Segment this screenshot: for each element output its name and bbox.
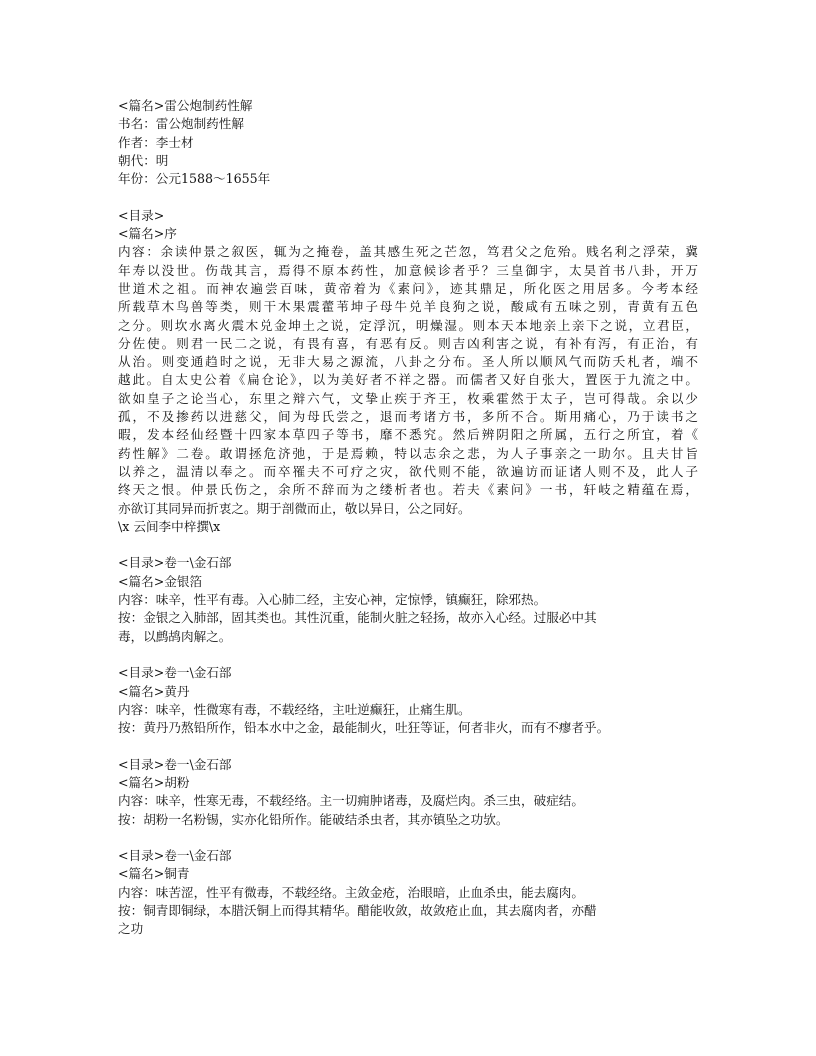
section-pian-ming: <篇名>胡粉 [118, 774, 190, 790]
section-pian-ming: <篇名>金银箔 [118, 573, 203, 589]
preface-line: 终天之恨。仲景氏伤之，余所不辞而为之缕析者也。若夫《素问》一书，轩岐之精蕴在焉， [118, 482, 698, 498]
preface-line: 所载草木鸟兽等类，则干木果震藿苇坤子母牛兑羊良狗之说，酸咸有五味之别，青黄有五色 [118, 299, 698, 315]
spacer [118, 188, 698, 206]
section-pian-ming: <篇名>铜青 [118, 866, 190, 882]
preface-line: 从治。则变通趋时之说，无非大易之源流，八卦之分布。圣人所以顺风气而防夭札者，端不 [118, 354, 698, 370]
preface-line: 越此。自太史公着《扁仓论》，以为美好者不祥之器。而儒者又好自张大，置医于九流之中。 [118, 372, 698, 388]
section-mulu: <目录>卷一\金石部 [118, 555, 232, 571]
entry-line: 内容：味辛，性寒无毒，不载经络。主一切痈肿诸毒，及腐烂肉。杀三虫，破症结。 [118, 793, 584, 809]
preface-line: 年寿以没世。伤哉其言，焉得不原本药性，加意候诊者乎？三皇御宇，太昊首书八卦，开万 [118, 262, 698, 278]
entry-line: 内容：味苦涩，性平有微毒，不载经络。主敛金疮，治眼暗，止血杀虫，能去腐肉。 [118, 884, 584, 900]
entry-line: 之功 [118, 921, 144, 937]
entry-section [118, 554, 698, 645]
section-mulu: <目录>卷一\金石部 [118, 756, 232, 772]
preface-line: 亦欲订其同异而折衷之。期于剖微而止，敬以异日，公之同好。 [118, 500, 471, 516]
book-header [118, 97, 698, 188]
section-pian-ming: <篇名>黄丹 [118, 683, 190, 699]
header-zuo-zhe: 作者：李士材 [118, 134, 194, 150]
preface-section [118, 207, 698, 536]
header-nian-fen: 年份：公元1588～1655年 [118, 171, 271, 187]
spacer [118, 829, 698, 847]
preface-line: 之分。则坎水离火震木兑金坤土之说，定浮沉，明燥湿。则本天本地亲上亲下之说，立君臣， [118, 317, 698, 333]
spacer [118, 646, 698, 664]
entry-line: 按：金银之入肺部，固其类也。其性沉重，能制火脏之轻扬，故亦入心经。过服必中其 [118, 610, 597, 626]
entry-line: 毒，以鹧鸪肉解之。 [118, 628, 232, 644]
document-page [118, 97, 698, 939]
section-mulu: <目录> [118, 207, 165, 223]
entry-line: 按：胡粉一名粉锡，实亦化铅所作。能破结杀虫者，其亦镇坠之功欤。 [118, 811, 509, 827]
preface-line: 孤，不及掺药以进慈父，间为母氏尝之，退而考诸方书，多所不合。斯用痛心，乃于读书之 [118, 409, 698, 425]
entry-line: 内容：味辛，性微寒有毒，不载经络，主吐逆癫狂，止痛生肌。 [118, 701, 471, 717]
preface-signature: \x 云间李中梓撰\x [118, 518, 221, 534]
preface-line: 药性解》二卷。敢谓拯危济弛，于是焉赖，特以志余之悲，为人子事亲之一助尔。且夫甘旨 [118, 445, 698, 461]
entry-line: 按：黄丹乃熬铅所作，铅本水中之金，最能制火，吐狂等证，何者非火，而有不瘳者乎。 [118, 720, 610, 736]
header-pian-ming: <篇名>雷公炮制药性解 [118, 98, 253, 113]
preface-line: 内容：余读仲景之叙医，辄为之掩卷，盖其感生死之芒忽，笃君父之危殆。贱名利之浮荣，冀 [118, 244, 698, 260]
entry-line: 按：铜青即铜绿，本腊沃铜上而得其精华。醋能收敛，故敛疮止血，其去腐肉者，亦醋 [118, 903, 597, 919]
preface-line: 世道术之祖。而神农遍尝百味，黄帝着为《素问》，迹其鼎足，所化医之用居多。今考本经 [118, 280, 698, 296]
entry-section [118, 756, 698, 829]
section-pian-ming: <篇名>序 [118, 226, 177, 242]
section-mulu: <目录>卷一\金石部 [118, 848, 232, 864]
entry-section [118, 847, 698, 938]
preface-line: 分佐使。则君一民二之说，有畏有喜，有恶有反。则吉凶利害之说，有补有泻，有正治，有 [118, 335, 698, 351]
spacer [118, 536, 698, 554]
entry-line: 内容：味辛，性平有毒。入心肺二经，主安心神，定惊悸，镇癫狂，除邪热。 [118, 592, 547, 608]
preface-line: 暇，发本经仙经暨十四家本草四子等书，靡不悉究。然后辨阴阳之所属，五行之所宜，着《 [118, 427, 698, 443]
header-shu-ming: 书名：雷公炮制药性解 [118, 116, 244, 132]
spacer [118, 737, 698, 755]
preface-line: 以养之，温清以奉之。而卒罹夫不可疗之灾，欲代则不能，欲遍访而证诸人则不及，此人子 [118, 463, 698, 479]
section-mulu: <目录>卷一\金石部 [118, 665, 232, 681]
header-chao-dai: 朝代：明 [118, 152, 169, 168]
preface-line: 欲如皇子之论当心，东里之辩六气，文挚止疾于齐王，枚乘霍然于太子，岂可得哉。余以少 [118, 390, 698, 406]
entry-section [118, 664, 698, 737]
